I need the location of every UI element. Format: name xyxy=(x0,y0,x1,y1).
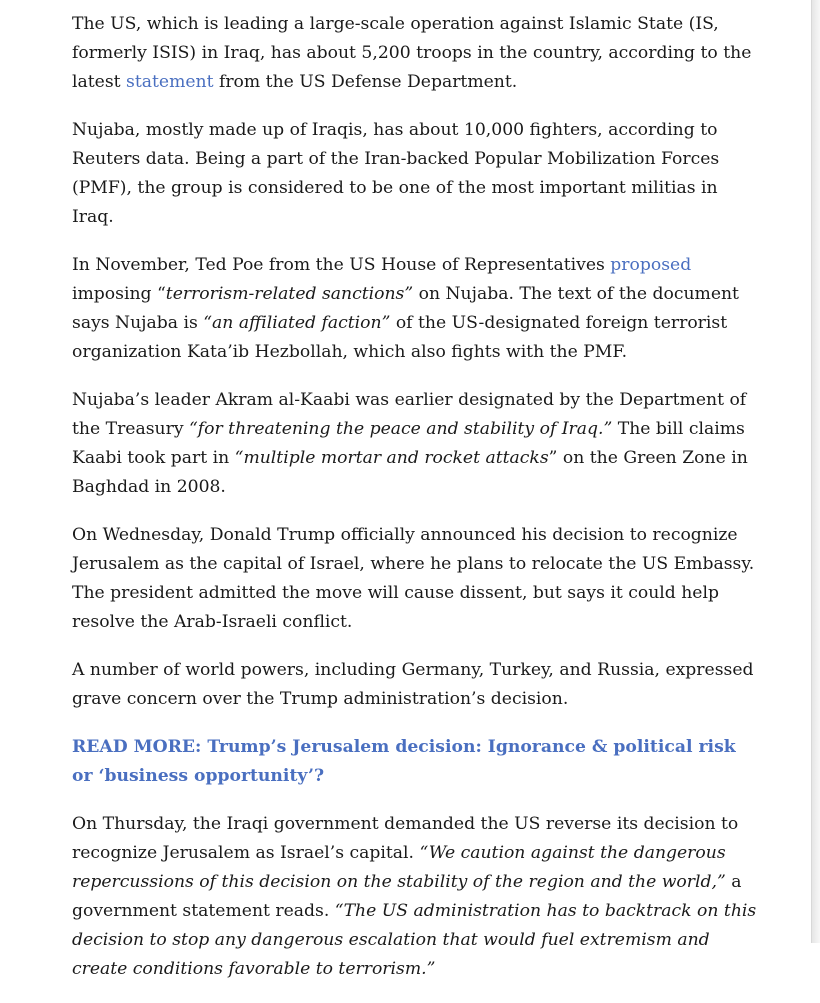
paragraph-text: The US, which is leading a large-scale operation against Islamic State (IS, formerly ISIS) in Iraq, has about 5,200 troops in the country, according to the latest xyxy=(72,14,752,92)
paragraph-text: In November, Ted Poe from the US House of Representatives xyxy=(72,255,611,275)
paragraph-text: on Nujaba. The text of the document says Nujaba is xyxy=(72,284,739,333)
paragraph-ted-poe xyxy=(72,251,760,367)
paragraph-trump-jerusalem xyxy=(72,521,760,637)
quote-caution: “We caution against the dangerous repercussions of this decision on the stability of the region and the world,” xyxy=(72,843,726,892)
read-more-label: READ MORE: xyxy=(72,737,202,757)
paragraph-text: Nujaba’s leader Akram al-Kaabi was earlier designated by the Department of the Treasury xyxy=(72,390,747,439)
paragraph-text: imposing “ xyxy=(72,284,166,304)
paragraph-text: The bill claims Kaabi took part in xyxy=(72,419,745,468)
quote-affiliated-faction: “an affiliated faction” xyxy=(203,313,391,333)
paragraph-text: A number of world powers, including Germany, Turkey, and Russia, expressed grave concern over the Trump administration’s decision. xyxy=(72,660,754,709)
statement-link[interactable]: statement xyxy=(126,72,214,92)
paragraph-kaabi xyxy=(72,386,760,502)
paragraph-text: Nujaba, mostly made up of Iraqis, has about 10,000 fighters, according to Reuters data. Being a part of the Iran-backed Popular Mobilization Forces (PMF), the group is considered to be one of the most important militias in Iraq. xyxy=(72,120,720,227)
read-more-block xyxy=(72,733,760,791)
page-edge-shadow xyxy=(812,0,820,943)
quote-sanctions: terrorism-related sanctions” xyxy=(165,284,414,304)
article-body xyxy=(72,10,760,1003)
paragraph-text: of the US-designated foreign terrorist organization Kata’ib Hezbollah, which also fights with the PMF. xyxy=(72,313,728,362)
proposed-link[interactable]: proposed xyxy=(610,255,692,275)
paragraph-nujaba-fighters xyxy=(72,116,760,232)
paragraph-text: ” on the Green Zone in Baghdad in 2008. xyxy=(72,448,748,497)
paragraph-iraqi-government xyxy=(72,810,760,984)
read-more-link[interactable]: Trump’s Jerusalem decision: Ignorance & political risk or ‘business opportunity’? xyxy=(72,737,736,786)
paragraph-text: a government statement reads. xyxy=(72,872,742,921)
quote-backtrack: “The US administration has to backtrack on this decision to stop any dangerous escalation that would fuel extremism and create conditions favorable to terrorism.” xyxy=(72,901,757,979)
paragraph-troops xyxy=(72,10,760,97)
quote-mortar-attacks: “multiple mortar and rocket attacks xyxy=(234,448,549,468)
paragraph-text: from the US Defense Department. xyxy=(213,72,518,92)
paragraph-text: On Thursday, the Iraqi government demanded the US reverse its decision to recognize Jerusalem as Israel’s capital. xyxy=(72,814,739,863)
paragraph-world-powers xyxy=(72,656,760,714)
paragraph-text: On Wednesday, Donald Trump officially announced his decision to recognize Jerusalem as the capital of Israel, where he plans to relocate the US Embassy. The president admitted the move will cause dissent, but says it could help resolve the Arab-Israeli conflict. xyxy=(72,525,755,632)
quote-threatening-peace: “for threatening the peace and stability of Iraq.” xyxy=(189,419,613,439)
